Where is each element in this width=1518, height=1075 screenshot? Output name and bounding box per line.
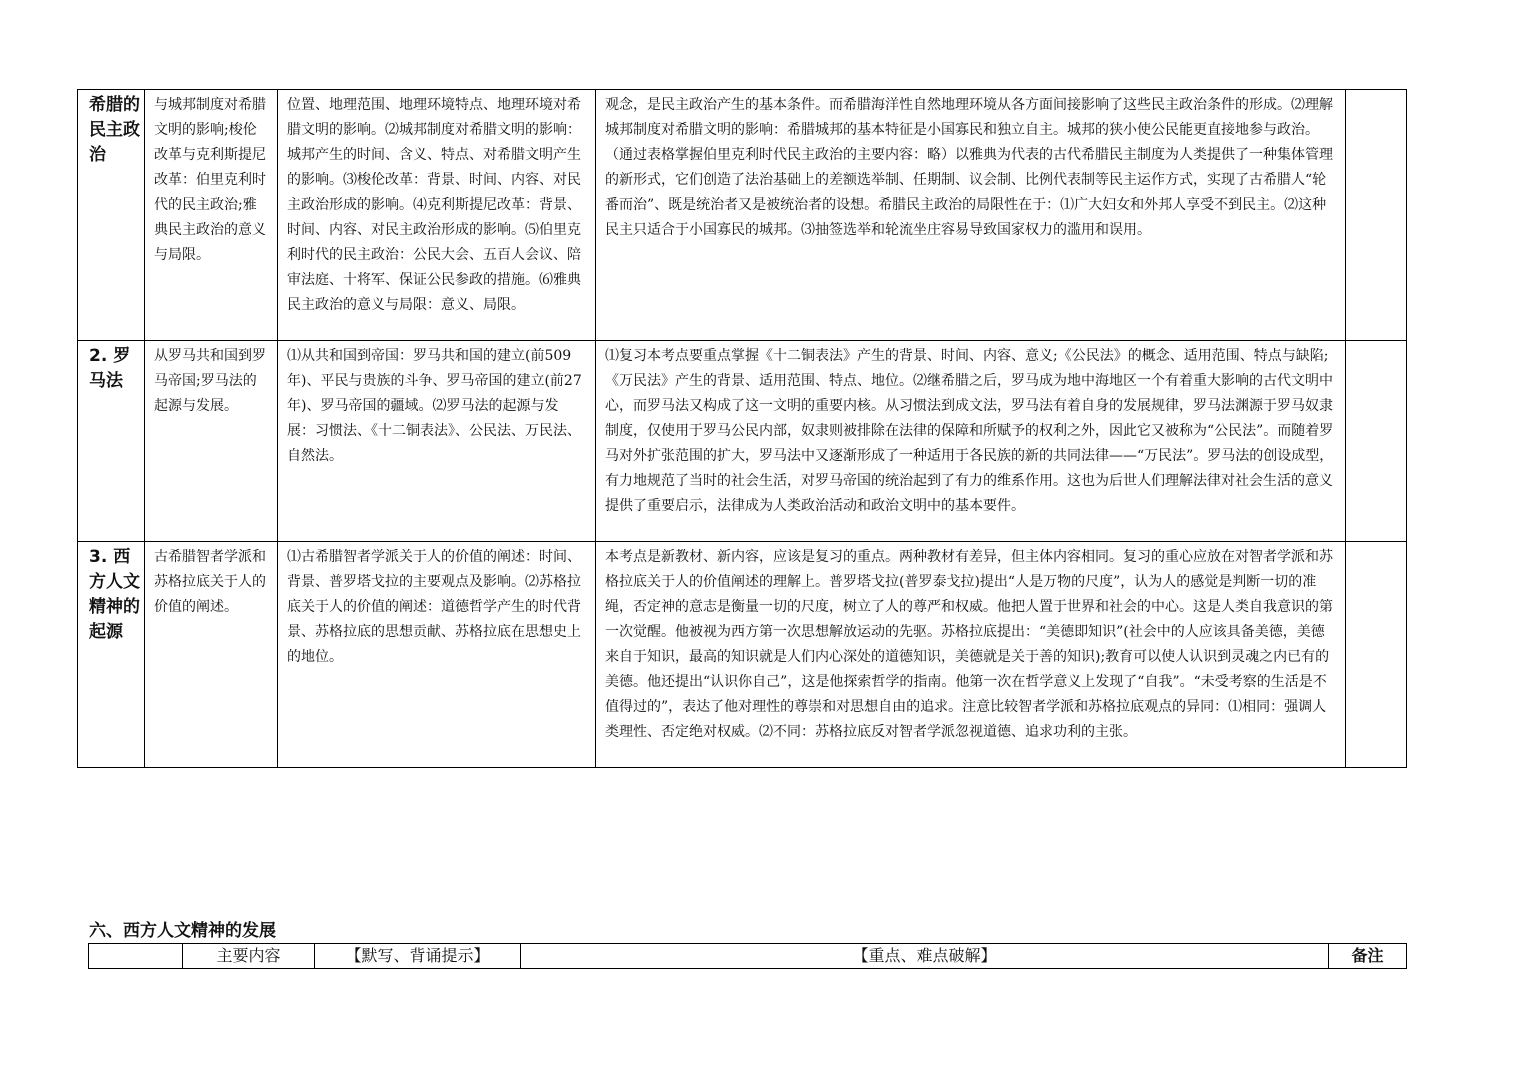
- main-content-cell: 与城邦制度对希腊文明的影响;梭伦改革与克利斯提尼改革：伯里克利时代的民主政治;雅典民主政治的意义与局限。: [145, 90, 278, 341]
- hints-cell: ⑴从共和国到帝国：罗马共和国的建立(前509年)、平民与贵族的斗争、罗马帝国的建立(前27年)、罗马帝国的疆域。⑵罗马法的起源与发展：习惯法、《十二铜表法》、公民法、万民法、自然法。: [278, 341, 596, 542]
- header-row: [89, 944, 1407, 969]
- remark-cell: [1346, 341, 1407, 542]
- table-row-roman-law: [78, 341, 1407, 542]
- header-main-content: 主要内容: [183, 944, 315, 969]
- header-remark: 备注: [1329, 944, 1407, 969]
- table-row-humanism-origin: [78, 542, 1407, 768]
- table-row-greek-democracy: [78, 90, 1407, 341]
- remark-cell: [1346, 542, 1407, 768]
- analysis-cell: 本考点是新教材、新内容，应该是复习的重点。两种教材有差异，但主体内容相同。复习的重心应放在对智者学派和苏格拉底关于人的价值阐述的理解上。普罗塔戈拉(普罗泰戈拉)提出“人是万物的尺度”，认为人的感觉是判断一切的准绳，否定神的意志是衡量一切的尺度，树立了人的尊严和权威。他把人置于世界和社会的中心。这是人类自我意识的第一次觉醒。他被视为西方第一次思想解放运动的先驱。苏格拉底提出：“美德即知识”(社会中的人应该具备美德，美德来自于知识，最高的知识就是人们内心深处的道德知识，美德就是关于善的知识);教育可以使人认识到灵魂之内已有的美德。他还提出“认识你自己”，这是他探索哲学的指南。他第一次在哲学意义上发现了“自我”。“未受考察的生活是不值得过的”，表达了他对理性的尊崇和对思想自由的追求。注意比较智者学派和苏格拉底观点的异同：⑴相同：强调人类理性、否定绝对权威。⑵不同：苏格拉底反对智者学派忽视道德、追求功利的主张。: [596, 542, 1346, 768]
- topic-cell: 3. 西方人文精神的起源: [78, 542, 145, 768]
- header-analysis: 【重点、难点破解】: [521, 944, 1329, 969]
- analysis-cell: 观念，是民主政治产生的基本条件。而希腊海洋性自然地理环境从各方面间接影响了这些民主政治条件的形成。⑵理解城邦制度对希腊文明的影响：希腊城邦的基本特征是小国寡民和独立自主。城邦的狭小使公民能更直接地参与政治。（通过表格掌握伯里克利时代民主政治的主要内容：略）以雅典为代表的古代希腊民主制度为人类提供了一种集体管理的新形式，它们创造了法治基础上的差额选举制、任期制、议会制、比例代表制等民主运作方式，实现了古希腊人“轮番而治”、既是统治者又是被统治者的设想。希腊民主政治的局限性在于：⑴广大妇女和外邦人享受不到民主。⑵这种民主只适合于小国寡民的城邦。⑶抽签选举和轮流坐庄容易导致国家权力的滥用和误用。: [596, 90, 1346, 341]
- section-header-table: [88, 943, 1407, 969]
- hints-cell: 位置、地理范围、地理环境特点、地理环境对希腊文明的影响。⑵城邦制度对希腊文明的影响：城邦产生的时间、含义、特点、对希腊文明产生的影响。⑶梭伦改革：背景、时间、内容、对民主政治形成的影响。⑷克利斯提尼改革：背景、时间、内容、对民主政治形成的影响。⑸伯里克利时代的民主政治：公民大会、五百人会议、陪审法庭、十将军、保证公民参政的措施。⑹雅典民主政治的意义与局限：意义、局限。: [278, 90, 596, 341]
- topic-cell: 2. 罗马法: [78, 341, 145, 542]
- section-title: 六、西方人文精神的发展: [89, 921, 276, 941]
- main-content-cell: 从罗马共和国到罗马帝国;罗马法的起源与发展。: [145, 341, 278, 542]
- analysis-cell: ⑴复习本考点要重点掌握《十二铜表法》产生的背景、时间、内容、意义;《公民法》的概念、适用范围、特点与缺陷;《万民法》产生的背景、适用范围、特点、地位。⑵继希腊之后，罗马成为地中海地区一个有着重大影响的古代文明中心，而罗马法又构成了这一文明的重要内核。从习惯法到成文法，罗马法有着自身的发展规律，罗马法渊源于罗马奴隶制度，仅使用于罗马公民内部，奴隶则被排除在法律的保障和所赋予的权利之外，因此它又被称为“公民法”。而随着罗马对外扩张范围的扩大，罗马法中又逐渐形成了一种适用于各民族的新的共同法律——“万民法”。罗马法的创设成型，有力地规范了当时的社会生活，对罗马帝国的统治起到了有力的维系作用。这也为后世人们理解法律对社会生活的意义提供了重要启示，法律成为人类政治活动和政治文明中的基本要件。: [596, 341, 1346, 542]
- main-content-cell: 古希腊智者学派和苏格拉底关于人的价值的阐述。: [145, 542, 278, 768]
- hints-cell: ⑴古希腊智者学派关于人的价值的阐述：时间、背景、普罗塔戈拉的主要观点及影响。⑵苏格拉底关于人的价值的阐述：道德哲学产生的时代背景、苏格拉底的思想贡献、苏格拉底在思想史上的地位。: [278, 542, 596, 768]
- header-blank-cell: [89, 944, 183, 969]
- remark-cell: [1346, 90, 1407, 341]
- header-hints: 【默写、背诵提示】: [315, 944, 521, 969]
- topic-cell: 希腊的民主政治: [78, 90, 145, 341]
- review-table: [77, 89, 1407, 768]
